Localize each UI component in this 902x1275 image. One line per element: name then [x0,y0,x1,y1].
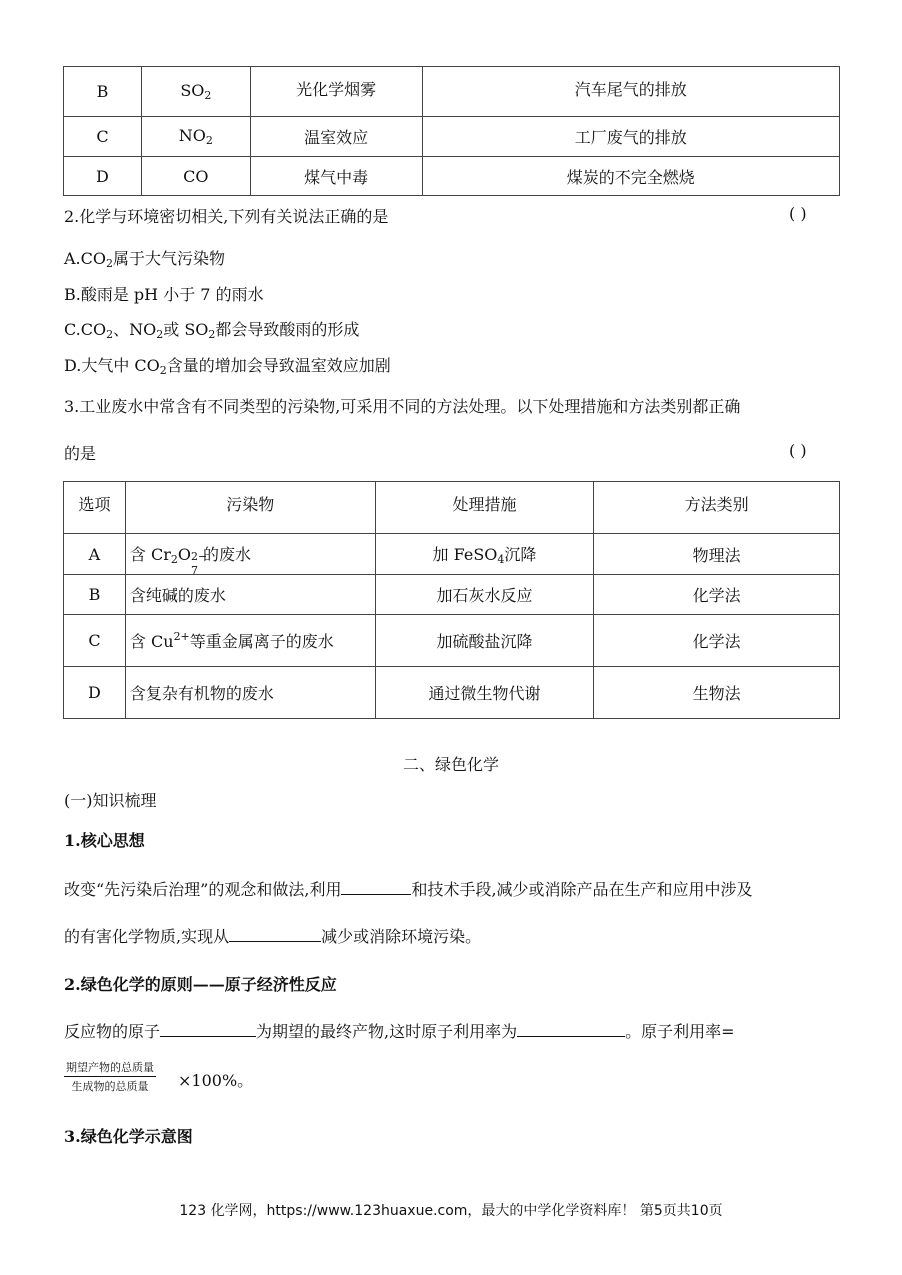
heading-principle: 2.绿色化学的原则——原子经济性反应 [64,975,337,994]
source-cell: 汽车尾气的排放 [422,67,839,117]
harm-cell: 温室效应 [250,117,422,157]
question-3-stem: 3.工业废水中常含有不同类型的污染物,可采用不同的方法处理。以下处理措施和方法类别都正确 [64,397,741,416]
harm-cell: 煤气中毒 [250,157,422,196]
question-2-stem: 2.化学与环境密切相关,下列有关说法正确的是 [64,207,389,226]
table-row [64,157,840,196]
page-footer: 123 化学网，https://www.123huaxue.com，最大的中学化学资料库！ 第5页共10页 [179,1203,723,1219]
option-label: C [64,615,126,667]
fill-blank[interactable] [517,1022,625,1037]
question-3-stem-cont: 的是 [64,444,97,463]
pollutant-cell: $NO_2$ [141,117,250,157]
column-header: 污染物 [125,482,375,534]
category-cell: 化学法 [594,615,840,667]
option-label: C [64,117,142,157]
harm-cell: 光化学烟雾 [250,67,422,117]
fraction-denominator: 生成物的总质量 [71,1080,149,1093]
fill-blank[interactable] [160,1022,256,1037]
measure-cell: 加石灰水反应 [375,575,594,615]
measure-cell: 加 FeSO$_4$沉降 [375,534,594,575]
table-row [64,67,840,117]
category-cell: 化学法 [594,575,840,615]
measure-cell: 加硫酸盐沉降 [375,615,594,667]
option-label: D [64,157,142,196]
option-label: B [64,575,126,615]
fill-blank[interactable] [341,880,411,895]
option-b: B.酸雨是 pH 小于 7 的雨水 [64,285,264,304]
option-c: $C.CO_2$、$NO_2$或 $SO_2$都会导致酸雨的形成 [64,320,360,341]
atom-utilization-fraction [64,1059,156,1094]
pollutant-cell: $SO_2$ [141,67,250,117]
pollutant-cell: CO [141,157,250,196]
table-row [64,534,840,575]
column-header: 方法类别 [594,482,840,534]
pollutant-cell: 含 $Cu^{2+}$等重金属离子的废水 [125,615,375,667]
option-d: D.大气中 $CO_2$含量的增加会导致温室效应加剧 [64,356,391,377]
heading-core-idea: 1.核心思想 [64,831,145,850]
category-cell: 物理法 [594,534,840,575]
answer-paren: ( ) [789,441,807,460]
paragraph-core-idea-1: 改变“先污染后治理”的观念和做法,利用 和技术手段,减少或消除产品在生产和应用中涉及 [64,880,753,899]
fill-blank[interactable] [229,927,321,942]
column-header: 处理措施 [375,482,594,534]
source-cell: 煤炭的不完全燃烧 [422,157,839,196]
option-a: $A.CO_2$属于大气污染物 [64,249,226,270]
column-header: 选项 [64,482,126,534]
pollutant-cell: 含复杂有机物的废水 [125,667,375,719]
table-row [64,615,840,667]
option-label: D [64,667,126,719]
category-cell: 生物法 [594,667,840,719]
subsection-title: (一)知识梳理 [64,791,157,810]
pollutant-cell: 含纯碱的废水 [125,575,375,615]
source-cell: 工厂废气的排放 [422,117,839,157]
paragraph-principle: 反应物的原子 为期望的最终产物,这时原子利用率为 。原子利用率= [64,1022,735,1041]
measure-cell: 通过微生物代谢 [375,667,594,719]
fraction-numerator: 期望产物的总质量 [64,1059,156,1077]
table-row [64,575,840,615]
pollutant-cell: 含 $Cr_2O$ 2− 7 的废水 [125,534,375,575]
table-row [64,667,840,719]
fraction-suffix: ×100%。 [178,1071,254,1090]
answer-paren: ( ) [789,204,807,223]
heading-diagram: 3.绿色化学示意图 [64,1127,193,1146]
wastewater-table [63,481,840,719]
option-label: A [64,534,126,575]
option-label: B [64,67,142,117]
pollution-table-1 [63,66,840,196]
table-header-row [64,482,840,534]
section-title: 二、绿色化学 [402,755,499,774]
paragraph-core-idea-2: 的有害化学物质,实现从 减少或消除环境污染。 [64,927,482,946]
table-row [64,117,840,157]
